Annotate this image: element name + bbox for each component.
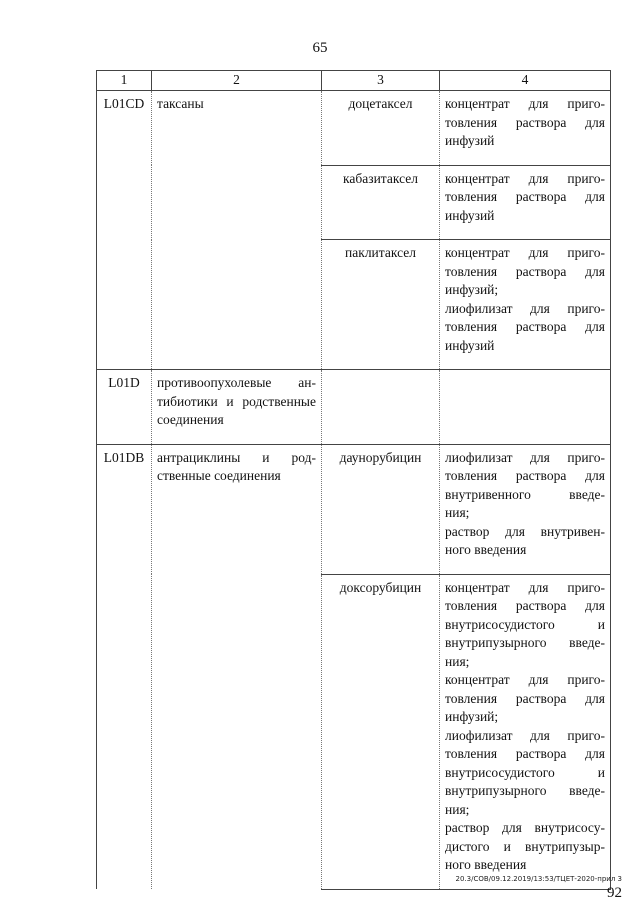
dosage-form-line: инфузий; xyxy=(445,282,499,297)
dosage-form-line: ного введения xyxy=(445,857,527,872)
atc-code-cell xyxy=(97,444,152,889)
dosage-form-line: ного введения xyxy=(445,542,527,557)
dosage-form-line: концентрат для приго- xyxy=(445,672,605,687)
column-header-3: 3 xyxy=(322,71,440,91)
drug-table xyxy=(96,70,611,890)
group-name-line: соединения xyxy=(157,412,224,427)
table-row xyxy=(97,91,611,166)
group-name-cell xyxy=(152,444,322,889)
dosage-form-line: лиофилизат для приго- xyxy=(445,449,605,465)
group-name-line: ственные соединения xyxy=(157,468,281,483)
sheet-number: 92 xyxy=(607,886,622,901)
dosage-form-line: товления раствора для xyxy=(445,189,605,204)
dosage-form-line: ния; xyxy=(445,505,470,520)
drug-name-cell xyxy=(322,240,440,370)
atc-code: L01D xyxy=(108,375,140,390)
document-footer-code: 20.3/СОВ/09.12.2019/13:53/ТЦЕТ-2020-прил 3 xyxy=(455,875,622,883)
group-name-line: противоопухолевые ан- xyxy=(157,375,316,390)
dosage-form-line: лиофилизат для приго- xyxy=(445,300,605,316)
dosage-form-line: концентрат для приго- xyxy=(445,170,605,186)
group-name-cell xyxy=(152,91,322,370)
atc-code-cell xyxy=(97,91,152,370)
dosage-form-cell xyxy=(440,165,611,240)
dosage-form-line: инфузий xyxy=(445,337,495,353)
dosage-form-cell xyxy=(440,240,611,370)
dosage-form-line: инфузий xyxy=(445,207,495,223)
dosage-form-line: концентрат для приго- xyxy=(445,579,605,595)
dosage-form-cell xyxy=(440,574,611,889)
dosage-form-line: раствор для внутрисосу- xyxy=(445,820,605,835)
dosage-form-line: инфузий xyxy=(445,133,495,148)
drug-name: кабазитаксел xyxy=(343,170,418,186)
dosage-form-cell xyxy=(440,370,611,445)
dosage-form-line: внутрисосудистого и xyxy=(445,764,605,780)
drug-name: даунорубицин xyxy=(339,449,422,465)
dosage-form-line: дистого и внутрипузыр- xyxy=(445,838,605,854)
dosage-form-line: внутрипузырного введе- xyxy=(445,635,605,650)
group-name-line: тибиотики и родственные xyxy=(157,393,316,409)
dosage-form-line: внутрипузырного введе- xyxy=(445,783,605,798)
table-row xyxy=(97,370,611,445)
dosage-form-line: концентрат для приго- xyxy=(445,96,605,111)
dosage-form-line: товления раствора для xyxy=(445,746,605,761)
dosage-form-line: товления раствора для xyxy=(445,114,605,130)
drug-name: доцетаксел xyxy=(348,96,413,111)
dosage-form-line: лиофилизат для приго- xyxy=(445,727,605,743)
dosage-form-line: товления раствора для xyxy=(445,263,605,279)
column-header-4: 4 xyxy=(440,71,611,91)
drug-name-cell xyxy=(322,370,440,445)
dosage-form-line: товления раствора для xyxy=(445,598,605,613)
dosage-form-line: товления раствора для xyxy=(445,319,605,334)
table-row xyxy=(97,444,611,574)
dosage-form-cell xyxy=(440,91,611,166)
dosage-form-line: ния; xyxy=(445,801,470,817)
dosage-form-line: инфузий; xyxy=(445,709,499,724)
dosage-form-line: концентрат для приго- xyxy=(445,245,605,260)
drug-name-cell xyxy=(322,165,440,240)
group-name-line: таксаны xyxy=(157,96,204,111)
drug-name-cell xyxy=(322,91,440,166)
dosage-form-line: внутривенного введе- xyxy=(445,486,605,502)
drug-name: доксорубицин xyxy=(339,579,422,595)
atc-code: L01DB xyxy=(103,449,145,465)
atc-code: L01CD xyxy=(103,96,145,111)
group-name-line: антрациклины и род- xyxy=(157,449,316,465)
drug-name: паклитаксел xyxy=(345,245,416,260)
dosage-form-line: товления раствора для xyxy=(445,468,605,483)
dosage-form-line: раствор для внутривен- xyxy=(445,523,605,539)
drug-name-cell xyxy=(322,574,440,889)
drug-name-cell xyxy=(322,444,440,574)
atc-code-cell xyxy=(97,370,152,445)
column-header-2: 2 xyxy=(152,71,322,91)
column-header-1: 1 xyxy=(97,71,152,91)
dosage-form-line: ния; xyxy=(445,653,470,669)
dosage-form-cell xyxy=(440,444,611,574)
dosage-form-line: внутрисосудистого и xyxy=(445,616,605,632)
dosage-form-line: товления раствора для xyxy=(445,690,605,706)
page-number: 65 xyxy=(312,40,328,56)
header-row xyxy=(97,71,611,91)
group-name-cell xyxy=(152,370,322,445)
